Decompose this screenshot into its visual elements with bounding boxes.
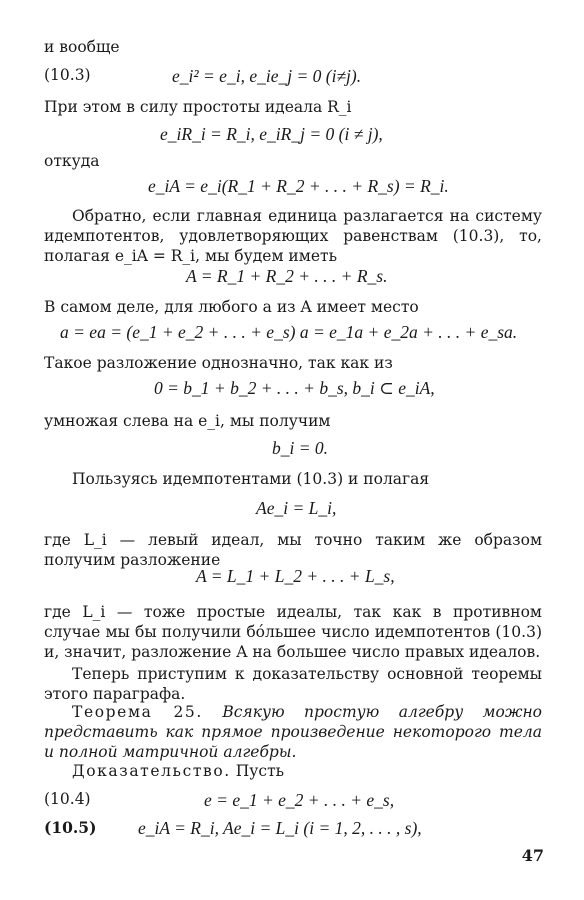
proof-text: Пусть (235, 762, 285, 780)
equation-body: e_iA = R_i, Ae_i = L_i (i = 1, 2, . . . , s), (138, 818, 422, 838)
equation-body: A = R_1 + R_2 + . . . + R_s. (186, 266, 388, 286)
equation-body: b_i = 0. (272, 438, 329, 458)
theorem-heading: Теорема 25. (72, 703, 203, 721)
theorem-statement: Всякую простую алгебру можно представить как прямое произведение некоторого тела и полной матричной алгебры. (44, 703, 542, 761)
equation-10-5 (0, 818, 584, 842)
equation-body: e_iR_i = R_i, e_iR_j = 0 (i ≠ j), (160, 124, 383, 144)
page-number: 47 (521, 846, 544, 865)
equation-body: 0 = b_1 + b_2 + . . . + b_s, b_i ⊂ e_iA, (154, 378, 435, 398)
text-line: Такое разложение однозначно, так как из (44, 354, 393, 372)
text-line: При этом в силу простоты идеала R_i (44, 98, 352, 116)
text-line: и вообще (44, 38, 120, 56)
equation (0, 566, 584, 590)
equation-number: (10.4) (44, 790, 91, 808)
paragraph: где L_i — тоже простые идеалы, так как в противном случае мы бы получили бо́льшее число идемпотентов (10.3) и, значит, разложение A на большее число правых идеалов. (44, 603, 542, 661)
paragraph: Обратно, если главная единица разлагается на систему идемпотентов, удовлетворяющих равенствам (10.3), то, полагая e_iA = R_i, мы будем иметь (44, 207, 542, 265)
text-line: Пользуясь идемпотентами (10.3) и полагая (72, 470, 430, 488)
equation-body: e = e_1 + e_2 + . . . + e_s, (204, 790, 395, 810)
equation (0, 176, 584, 200)
equation-number: (10.3) (44, 66, 91, 84)
equation-body: Ae_i = L_i, (256, 498, 337, 518)
text-line: В самом деле, для любого a из A имеет место (44, 298, 419, 316)
equation (0, 498, 584, 522)
equation (0, 322, 584, 346)
equation-number: (10.5) (44, 818, 97, 837)
equation-body: e_i² = e_i, e_ie_j = 0 (i≠j). (172, 66, 362, 86)
proof-heading: Доказательство. (72, 762, 231, 780)
equation-body: A = L_1 + L_2 + . . . + L_s, (196, 566, 395, 586)
paragraph: где L_i — левый идеал, мы точно таким же образом получим разложение (44, 531, 542, 569)
equation-10-3 (0, 66, 584, 90)
equation-10-4 (0, 790, 584, 814)
proof-line (72, 762, 284, 780)
equation-body: e_iA = e_i(R_1 + R_2 + . . . + R_s) = R_i. (148, 176, 449, 196)
text-line: умножая слева на e_i, мы получим (44, 412, 331, 430)
text-line: откуда (44, 152, 100, 170)
equation-body: a = ea = (e_1 + e_2 + . . . + e_s) a = e_1a + e_2a + . . . + e_sa. (60, 322, 518, 342)
theorem-25 (44, 702, 542, 762)
equation (0, 438, 584, 462)
equation (0, 124, 584, 148)
equation (0, 378, 584, 402)
equation (0, 266, 584, 290)
paragraph: Теперь приступим к доказательству основной теоремы этого параграфа. (44, 665, 542, 703)
